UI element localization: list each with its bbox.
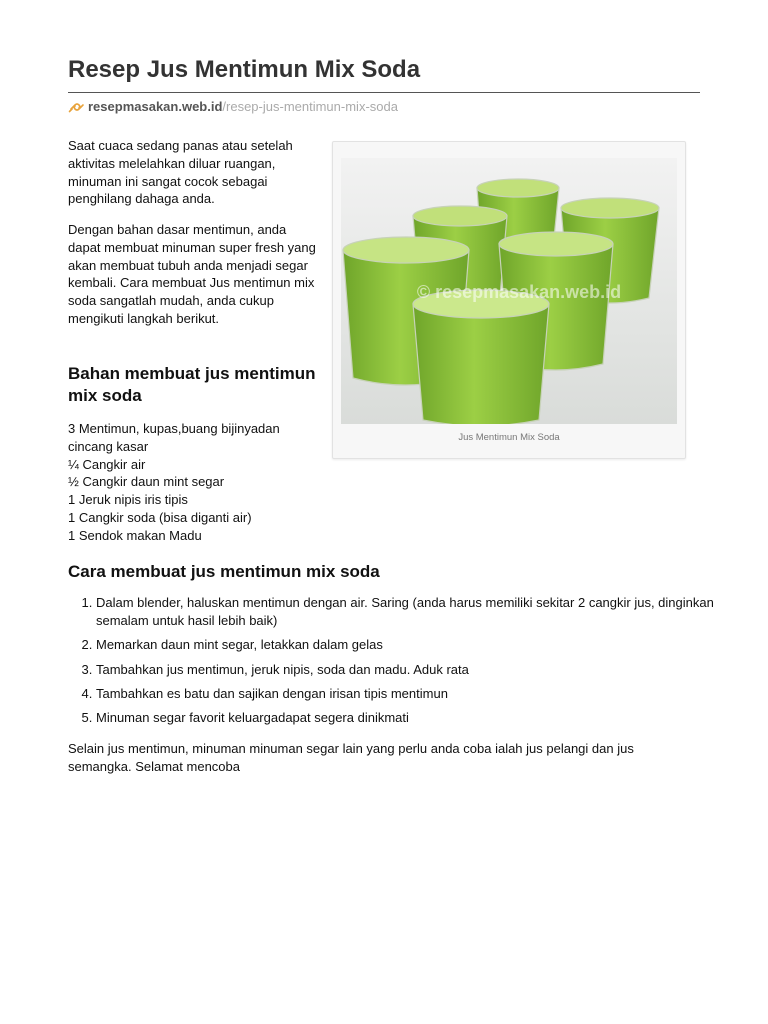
intro-paragraph-2: Dengan bahan dasar mentimun, anda dapat membuat minuman super fresh yang akan membuat tubuh anda menjadi segar kembali. Cara membuat Jus mentimun mix soda sangatlah mudah, anda cukup mengikuti langkah berikut. [68,222,316,326]
photo-watermark: © resepmasakan.web.id [416,282,622,302]
juice-glasses-photo [341,158,677,424]
step-item: 2. Memarkan daun mint segar, letakkan dalam gelas [96,636,716,654]
step-item: 3. Tambahkan jus mentimun, jeruk nipis, soda dan madu. Aduk rata [96,661,716,679]
source-domain[interactable]: resepmasakan.web.id [88,99,223,114]
steps-heading: Cara membuat jus mentimun mix soda [68,562,380,581]
figure-caption: Jus Mentimun Mix Soda [458,432,560,443]
ingredient-item: 1 Cangkir soda (bisa diganti air) [68,509,252,525]
recipe-figure [332,141,686,459]
page-title: Resep Jus Mentimun Mix Soda [68,56,700,93]
ingredient-item: 1 Jeruk nipis iris tipis [68,492,188,508]
ingredient-item: ¼ Cangkir air [68,456,146,472]
closing-paragraph: Selain jus mentimun, minuman minuman segar lain yang perlu anda coba ialah jus pelangi dan jus semangka. Selamat mencoba [68,741,634,774]
ingredients-heading: Bahan membuat jus mentimun mix soda [68,364,316,405]
steps-list [68,594,716,734]
ingredients-list [68,420,318,545]
step-item: 4. Tambahkan es batu dan sajikan dengan irisan tipis mentimun [96,685,716,703]
ingredient-item: 1 Sendok makan Madu [68,527,202,543]
ingredient-item: ½ Cangkir daun mint segar [68,474,225,490]
link-icon [68,100,86,114]
source-url[interactable] [68,99,398,114]
step-item: 1. Dalam blender, haluskan mentimun dengan air. Saring (anda harus memiliki sekitar 2 cangkir jus, dinginkan semalam untuk hasil lebih baik) [96,594,716,630]
intro-paragraph-1: Saat cuaca sedang panas atau setelah aktivitas melelahkan diluar ruangan, minuman ini sangat cocok sebagai penghilang dahaga anda. [68,138,293,207]
source-path[interactable]: /resep-jus-mentimun-mix-soda [222,99,398,114]
ingredient-item: 3 Mentimun, kupas,buang bijinyadan cincang kasar [68,421,280,454]
step-item: 5. Minuman segar favorit keluargadapat segera dinikmati [96,709,716,727]
